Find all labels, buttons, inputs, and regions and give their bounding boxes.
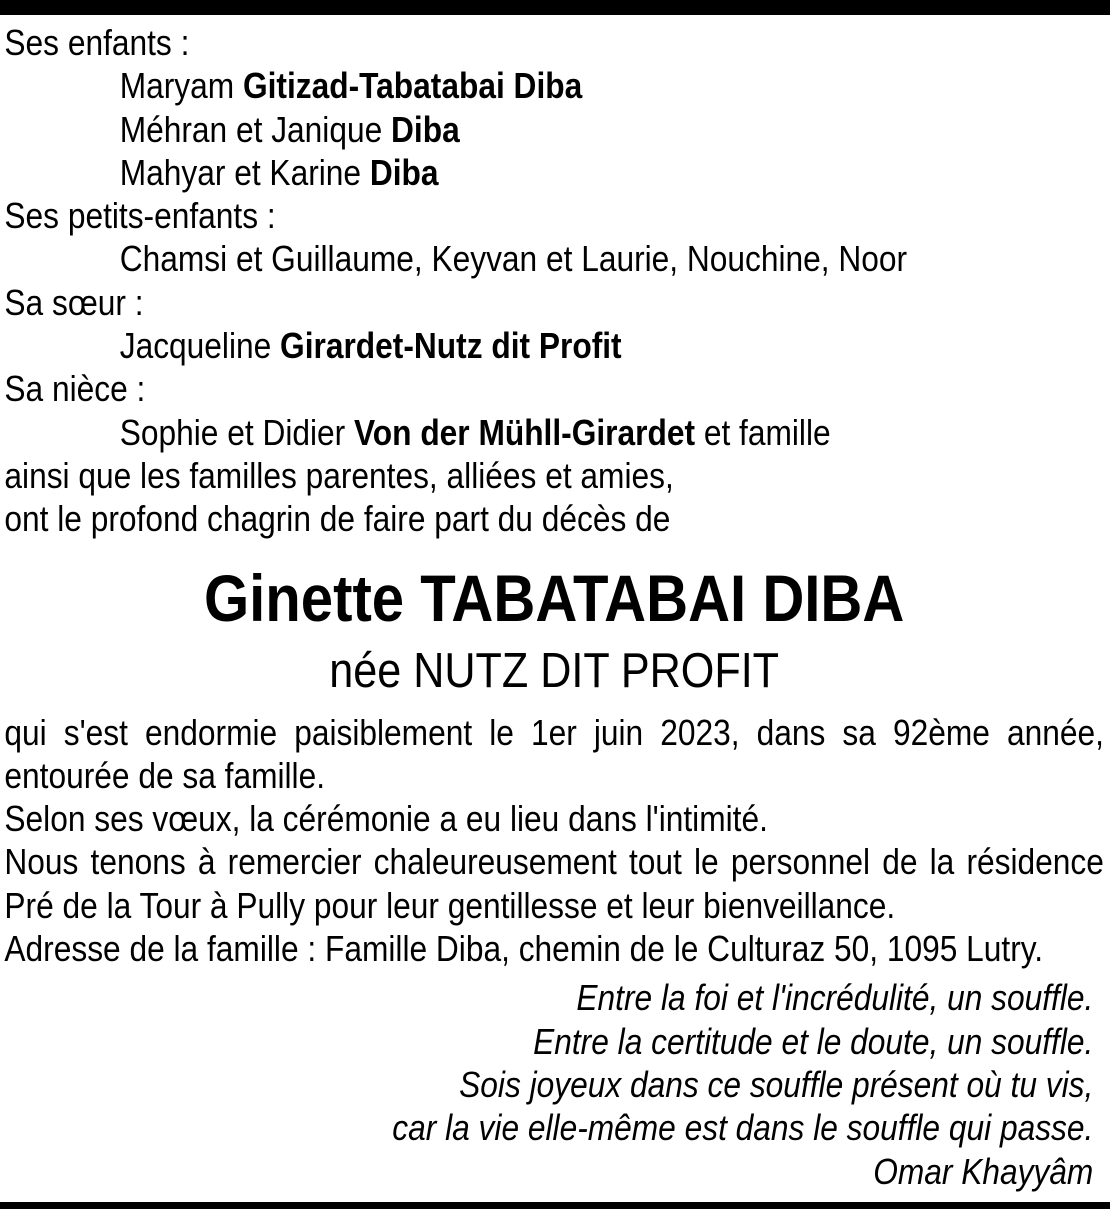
announcement-line: Pré de la Tour à Pully pour leur gentillesse et leur bienveillance. — [4, 884, 896, 926]
bottom-border-rule — [0, 1202, 1110, 1209]
poem-author: Omar Khayyâm — [873, 1150, 1094, 1192]
closing-line-text: ont le profond chagrin de faire part du décès de — [4, 498, 671, 540]
announcement-line: qui s'est endormie paisiblement le 1er juin 2023, dans sa 92ème année, — [4, 711, 1104, 753]
relation-label — [4, 21, 1103, 64]
relation-label — [4, 367, 1103, 410]
poem-line: Entre la certitude et le doute, un souffle. — [533, 1020, 1094, 1062]
family-surname-bold: Girardet-Nutz dit Profit — [280, 325, 622, 367]
closing-line-text: ainsi que les familles parentes, alliées et amies, — [4, 454, 674, 496]
family-surname-bold: Diba — [369, 151, 439, 193]
family-member-line — [4, 237, 1103, 280]
relation-label-text: Sa nièce : — [4, 368, 146, 410]
family-section — [4, 21, 1103, 541]
announcement-line: Selon ses vœux, la cérémonie a eu lieu dans l'intimité. — [4, 798, 768, 840]
given-names: Chamsi et Guillaume, Keyvan et Laurie, Nouchine, Noor — [119, 238, 908, 280]
family-address-line: Adresse de la famille : Famille Diba, chemin de le Culturaz 50, 1095 Lutry. — [4, 928, 1044, 970]
family-suffix-text: et famille — [695, 411, 831, 453]
announcement-line: entourée de sa famille. — [4, 754, 326, 796]
given-names: Jacqueline — [119, 325, 281, 367]
given-names: Sophie et Didier — [119, 411, 355, 453]
family-member-line — [4, 108, 1103, 151]
closing-line — [4, 497, 1103, 540]
given-names: Méhran et Janique — [119, 108, 392, 150]
family-surname-bold: Diba — [391, 108, 460, 150]
family-surname-bold: Gitizad-Tabatabai Diba — [242, 65, 583, 107]
poem-line: Entre la foi et l'incrédulité, un souffle. — [576, 977, 1094, 1019]
maiden-name-subheading: née NUTZ DIT PROFIT — [329, 643, 780, 698]
family-surname-bold: Von der Mühll-Girardet — [354, 411, 696, 453]
relation-label — [4, 281, 1103, 324]
family-member-line — [4, 411, 1103, 454]
announcement-section — [4, 711, 1103, 971]
given-names: Mahyar et Karine — [119, 151, 370, 193]
closing-line — [4, 454, 1103, 497]
relation-label-text: Ses petits-enfants : — [4, 195, 276, 237]
poem-section — [4, 976, 1103, 1192]
family-member-line — [4, 64, 1103, 107]
relation-label-text: Ses enfants : — [4, 22, 190, 63]
relation-label-text: Sa sœur : — [4, 281, 144, 323]
family-member-line — [4, 324, 1103, 367]
relation-label — [4, 194, 1103, 237]
given-names: Maryam — [119, 65, 243, 107]
deceased-name-heading: Ginette TABATABAI DIBA — [203, 560, 905, 635]
poem-line: Sois joyeux dans ce souffle présent où tu vis, — [459, 1063, 1094, 1105]
poem-line: car la vie elle-même est dans le souffle qui passe. — [392, 1107, 1094, 1149]
family-member-line — [4, 151, 1103, 194]
announcement-line: Nous tenons à remercier chaleureusement tout le personnel de la résidence — [4, 841, 1104, 883]
